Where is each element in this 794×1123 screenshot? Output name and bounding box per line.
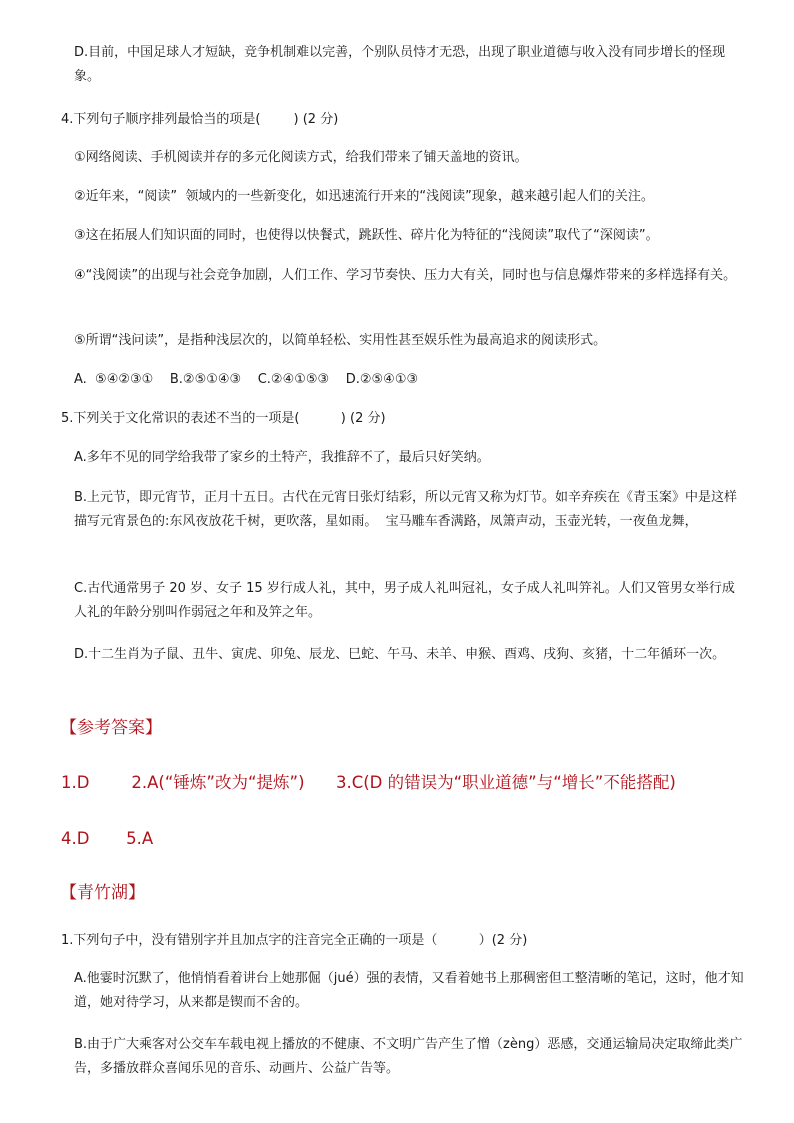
q4-stem: 4.下列句子顺序排列最恰当的项是( ) (2 分) [61,112,339,127]
answers-heading: 【参考答案】 [60,718,162,738]
answers-line-1: 1.D 2.A(“锤炼”改为“提炼”) 3.C(D 的错误为“职业道德”与“增长”不能搭配) [61,773,676,792]
q4-sentence-4: ④“浅阅读”的出现与社会竞争加剧，人们工作、学习节奏快、压力大有关，同时也与信息爆炸带来的多样选择有关。 [74,268,737,283]
q4-sentence-3: ③这在拓展人们知识面的同时，也使得以快餐式，跳跃性、碎片化为特征的“浅阅读”取代了“深阅读”。 [74,228,659,243]
q4-sentence-1: ①网络阅读、手机阅读并存的多元化阅读方式，给我们带来了铺天盖地的资讯。 [74,150,528,165]
q5-option-d: D.十二生肖为子鼠、丑牛、寅虎、卯兔、辰龙、巳蛇、午马、未羊、申猴、酉鸡、戌狗、亥猪，十二年循环一次。 [74,647,726,662]
qzh-q1-option-b: B.由于广大乘客对公交车车载电视上播放的不健康、不文明广告产生了憎（zèng）恶感，交通运输局决定取缔此类广告，多播放群众喜闻乐见的音乐、动画片、公益广告等。 [74,1037,743,1076]
qzh-q1-option-a: A.他霎时沉默了，他悄悄看着讲台上她那倔（jué）强的表情，又看着她书上那稠密但工整清晰的笔记，这时，他才知道，她对待学习，从来都是锲而不舍的。 [74,971,744,1010]
q5-option-b: B.上元节，即元宵节，正月十五日。古代在元宵日张灯结彩，所以元宵又称为灯节。如辛弃疾在《青玉案》中是这样描写元宵景色的:东风夜放花千树，更吹落，星如雨。 宝马雕车香满路，凤箫声动，玉壶光转，一夜鱼龙舞， [74,490,738,529]
section-heading-qingzhuhu: 【青竹湖】 [60,883,145,903]
q3-option-d: D.目前，中国足球人才短缺，竞争机制难以完善，个别队员恃才无恐，出现了职业道德与收入没有同步增长的怪现象。 [74,45,726,84]
q5-option-c: C.古代通常男子 20 岁、女子 15 岁行成人礼，其中，男子成人礼叫冠礼，女子成人礼叫笄礼。人们又管男女举行成人礼的年龄分别叫作弱冠之年和及笄之年。 [74,581,735,620]
qzh-q1-stem: 1.下列句子中，没有错别字并且加点字的注音完全正确的一项是（ ）(2 分) [61,933,528,948]
q5-stem: 5.下列关于文化常识的表述不当的一项是( ) (2 分) [61,411,386,426]
q5-option-a: A.多年不见的同学给我带了家乡的土特产，我推辞不了，最后只好笑纳。 [74,450,490,465]
q4-sentence-2: ②近年来，“阅读” 领域内的一些新变化，如迅速流行开来的“浅阅读”现象，越来越引起人们的关注。 [74,189,654,204]
q4-sentence-5: ⑤所谓“浅问读”，是指种浅层次的，以简单轻松、实用性甚至娱乐性为最高追求的阅读形式。 [74,333,607,348]
answers-line-2: 4.D 5.A [61,829,154,848]
q4-options: A. ⑤④②③① B.②⑤①④③ C.②④①⑤③ D.②⑤④①③ [74,372,419,387]
